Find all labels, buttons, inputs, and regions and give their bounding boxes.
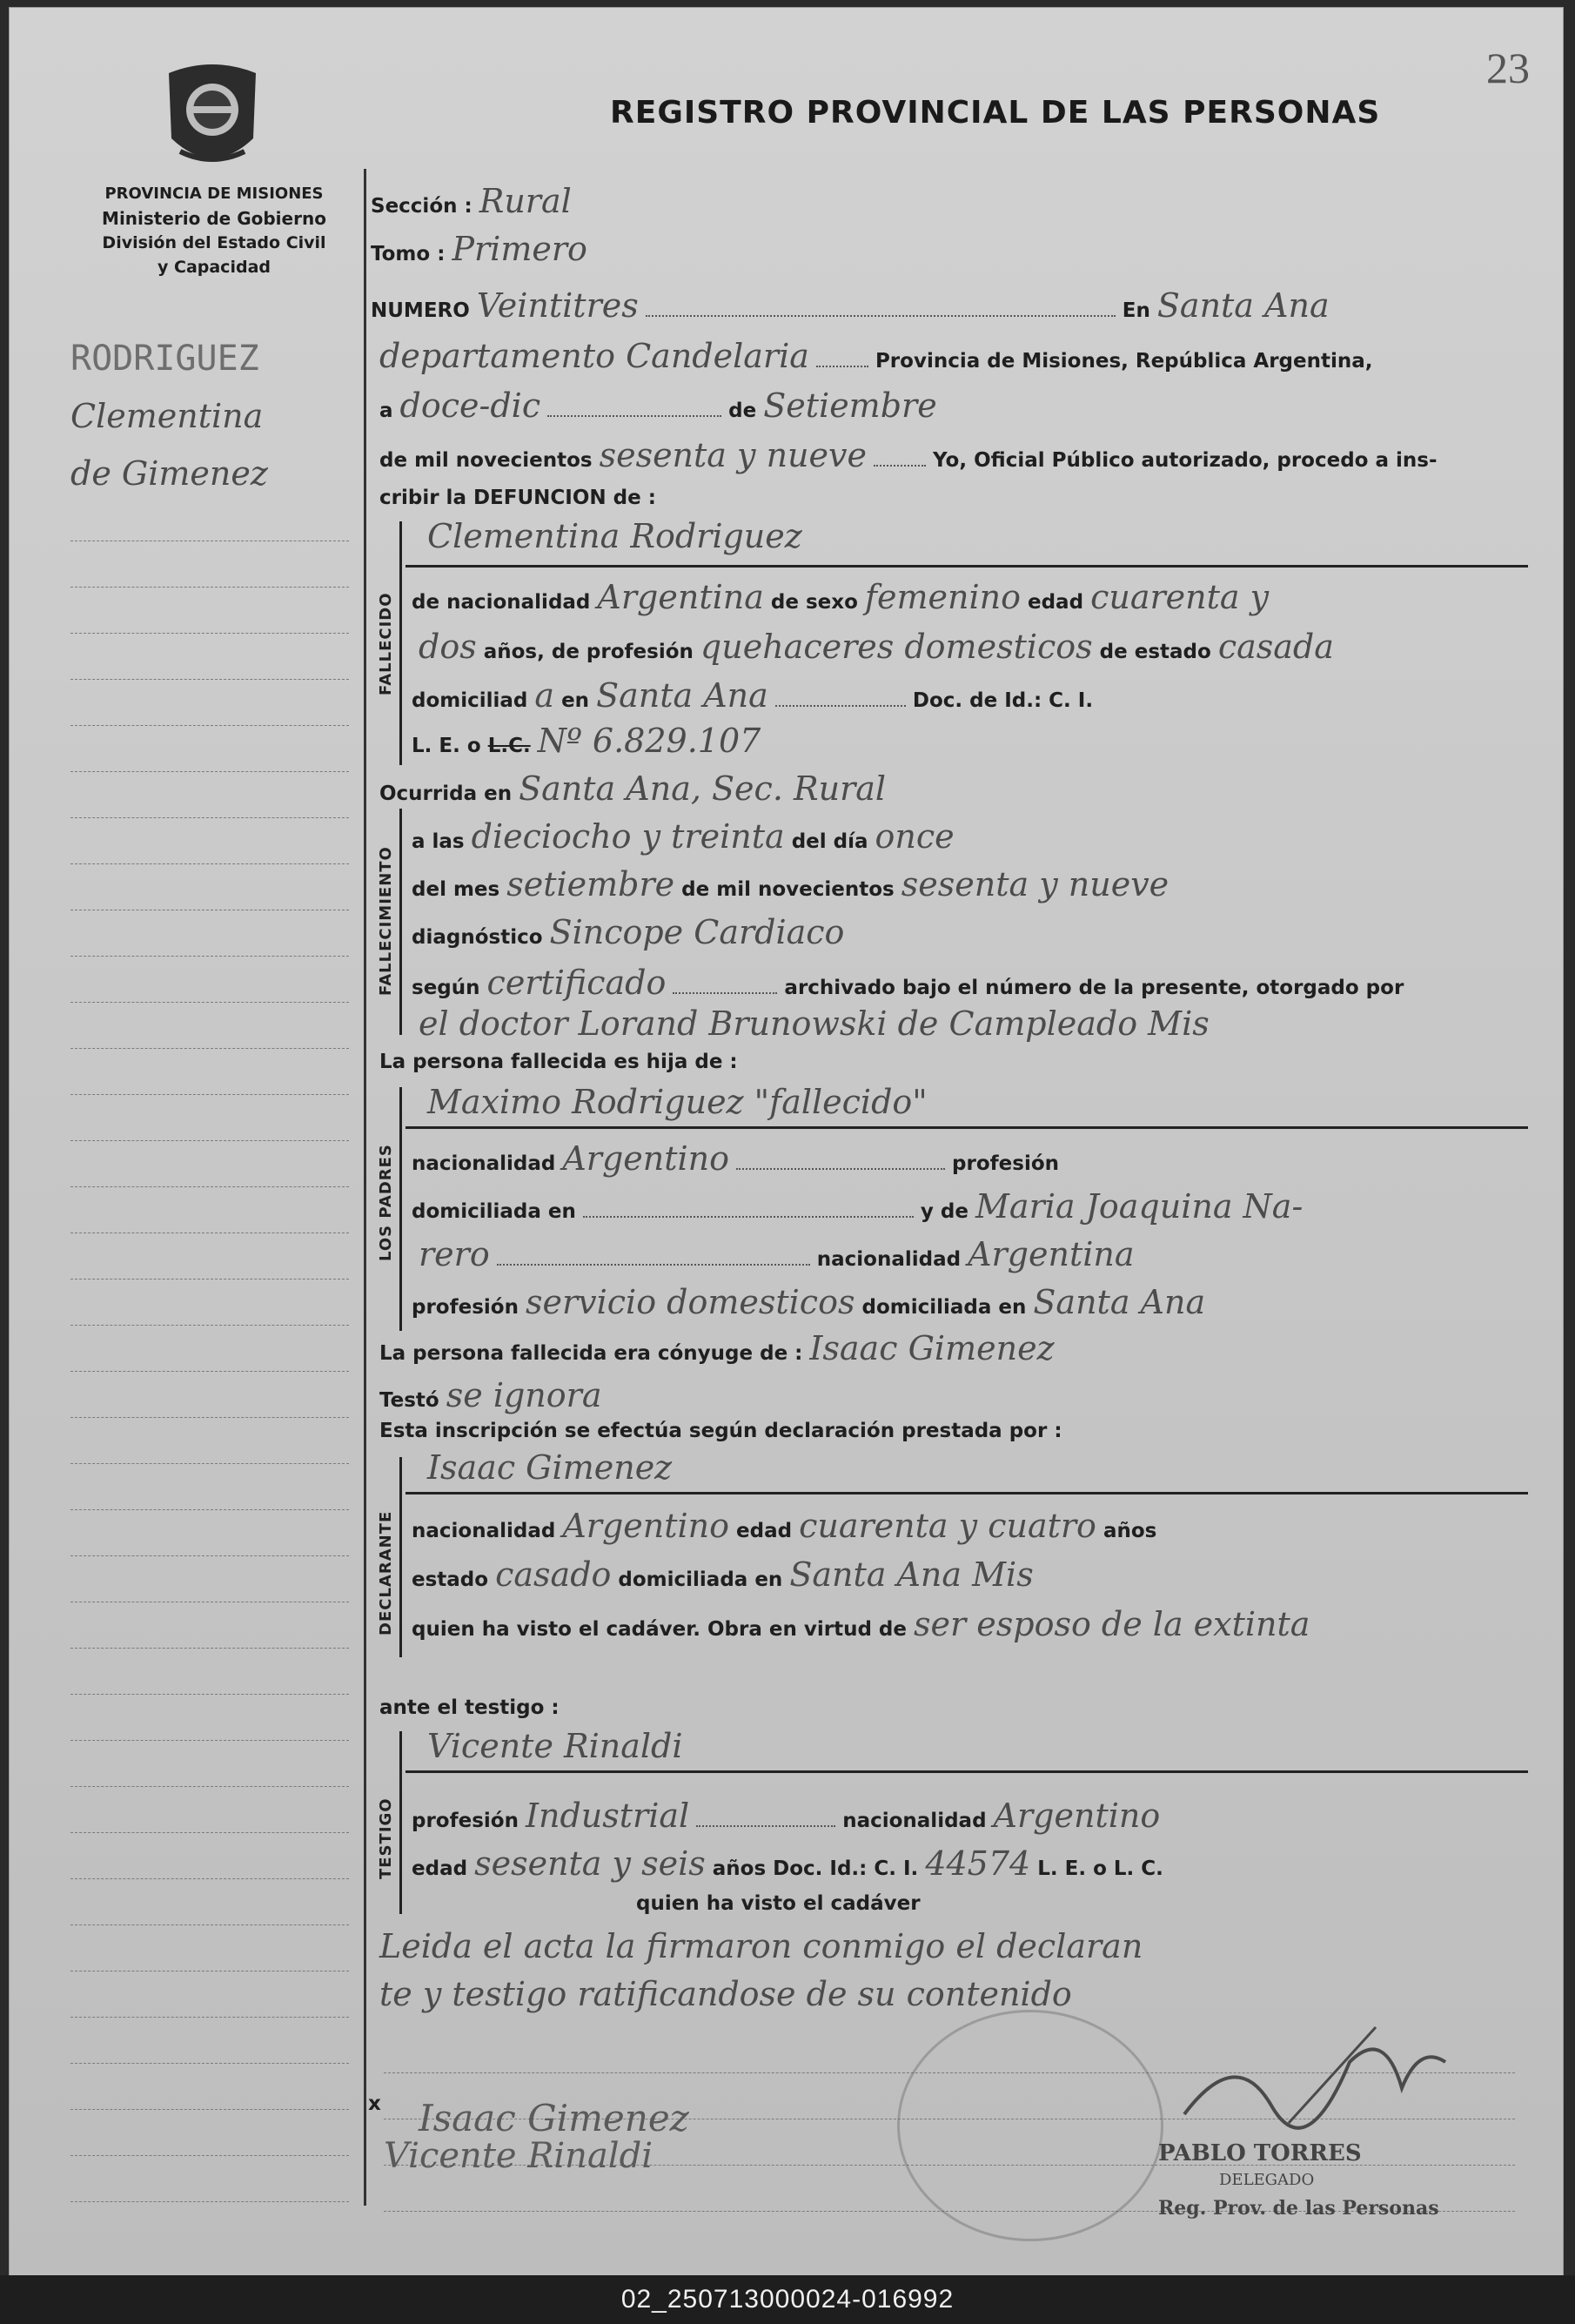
numero-label: NUMERO xyxy=(371,299,470,322)
inscribir-row xyxy=(379,487,656,509)
le-label: L. E. o xyxy=(412,735,481,757)
tomo-row xyxy=(371,230,587,268)
decl-edad-label: edad xyxy=(736,1520,793,1542)
anos-doc-label: años Doc. Id.: C. I. xyxy=(712,1857,919,1880)
document-title: REGISTRO PROVINCIAL DE LAS PERSONAS xyxy=(610,95,1381,131)
estado-value: casada xyxy=(1217,628,1334,666)
testo-value: se ignora xyxy=(446,1376,602,1414)
declarante-line xyxy=(405,1492,1528,1494)
cierre2-value: te y testigo ratificandose de su contenido xyxy=(379,1975,1072,2013)
ocurrida-value: Santa Ana, Sec. Rural xyxy=(519,769,887,808)
yo-label: Yo, Oficial Público autorizado, procedo a ins- xyxy=(933,449,1438,472)
hora-row xyxy=(412,817,955,856)
madre-value: Maria Joaquina Na- xyxy=(975,1187,1304,1226)
segun-value: certificado xyxy=(486,964,667,1002)
madre2-value: rero xyxy=(419,1235,490,1273)
en2-label: en xyxy=(561,689,590,712)
numero-value: Veintitres xyxy=(476,286,639,325)
padre-nac-label: nacionalidad xyxy=(412,1152,556,1175)
lc-label: L.C. xyxy=(487,735,531,757)
departamento-row xyxy=(379,337,1373,375)
fallecido-bracket xyxy=(399,521,402,765)
hija-row xyxy=(379,1051,738,1073)
obra-value: ser esposo de la extinta xyxy=(914,1605,1310,1643)
test-nac-label: nacionalidad xyxy=(842,1810,987,1832)
fallecido-name-value: Clementina Rodriguez xyxy=(427,517,802,555)
testigo-side-label: TESTIGO xyxy=(377,1797,395,1879)
dia-value: doce-dic xyxy=(399,386,541,425)
margin-name-block xyxy=(70,330,366,502)
stamp-role: DELEGADO xyxy=(1219,2171,1315,2189)
decl-estado-value: casado xyxy=(495,1555,612,1594)
del-mes-label: del mes xyxy=(412,878,500,901)
decl-nac-row xyxy=(412,1507,1156,1545)
conyuge-label: La persona fallecida era cónyuge de : xyxy=(379,1342,803,1365)
division-name: División del Estado Civil xyxy=(102,233,326,252)
margin-given-name: Clementina xyxy=(70,397,264,435)
profesion-value: quehaceres domesticos xyxy=(700,628,1093,666)
seccion-value: Rural xyxy=(479,182,572,220)
inscripcion-row xyxy=(379,1420,1062,1442)
ante-label: ante el testigo : xyxy=(379,1696,560,1719)
edad-label: edad xyxy=(1027,591,1084,614)
fallecimiento-side-label: FALLECIMIENTO xyxy=(377,846,395,996)
padre-dom-label: domiciliada en xyxy=(412,1200,576,1223)
domiciliad-label: domiciliad xyxy=(412,689,528,712)
padre-nac-value: Argentino xyxy=(562,1139,730,1178)
y-de-label: y de xyxy=(920,1200,968,1223)
padre-prof-label: profesión xyxy=(952,1152,1060,1175)
conyuge-row xyxy=(379,1329,1055,1367)
cierre1-value: Leida el acta la firmaron conmigo el declaran xyxy=(379,1927,1143,1965)
madre-nac-label: nacionalidad xyxy=(816,1248,962,1271)
sexo-value: femenino xyxy=(864,578,1021,616)
page-number: 23 xyxy=(1486,44,1530,92)
anio2-value: sesenta y nueve xyxy=(901,865,1170,903)
madre-prof-row xyxy=(412,1283,1205,1321)
ocurrida-label: Ocurrida en xyxy=(379,783,513,805)
le-lc-label: L. E. o L. C. xyxy=(1037,1857,1163,1880)
numero-row xyxy=(371,286,1537,325)
margin-married-name: de Gimenez xyxy=(70,454,268,493)
conyuge-value: Isaac Gimenez xyxy=(809,1329,1055,1367)
fecha-row xyxy=(379,386,937,425)
decl-nac-value: Argentino xyxy=(562,1507,730,1545)
estado-label: de estado xyxy=(1099,641,1211,663)
padres-side-label: LOS PADRES xyxy=(377,1144,395,1261)
test-nac-value: Argentino xyxy=(993,1797,1161,1835)
doc-label: Doc. de Id.: C. I. xyxy=(912,689,1094,712)
quien-label: quien ha visto el cadáver. Obra en virtud de xyxy=(412,1618,907,1641)
hija-label: La persona fallecida es hija de : xyxy=(379,1051,738,1073)
tomo-value: Primero xyxy=(452,230,587,268)
decl-dom-label: domiciliada en xyxy=(618,1568,783,1591)
tomo-label: Tomo : xyxy=(371,243,446,265)
stamp-office: Reg. Prov. de las Personas xyxy=(1158,2197,1439,2220)
fallecido-name-row xyxy=(427,517,802,555)
fallecimiento-bracket xyxy=(399,809,402,1035)
margin-surname: RODRIGUEZ xyxy=(70,339,259,379)
declarante-row xyxy=(427,1448,672,1487)
domicilio-row xyxy=(412,676,1093,715)
issuer-header xyxy=(62,182,366,279)
padres-bracket xyxy=(399,1087,402,1331)
madre-dom-label: domiciliada en xyxy=(861,1296,1027,1319)
cierre-row-2 xyxy=(379,1975,1072,2013)
ocurrida-row xyxy=(379,769,886,808)
otorgado-row xyxy=(419,1004,1210,1043)
diagnostico-value: Sincope Cardiaco xyxy=(549,913,845,951)
nacionalidad-label: de nacionalidad xyxy=(412,591,591,614)
otorgado-value: el doctor Lorand Brunowski de Campleado Mis xyxy=(419,1004,1210,1043)
domicilio-suffix: a xyxy=(534,676,555,715)
provincia-label: Provincia de Misiones, República Argentina, xyxy=(875,350,1373,373)
edad2-value: dos xyxy=(419,628,477,666)
cierre-row-1 xyxy=(379,1927,1143,1965)
diagnostico-label: diagnóstico xyxy=(412,926,543,949)
image-id-footer: 02_250713000024-016992 xyxy=(0,2275,1575,2324)
test-ci-value: 44574 xyxy=(925,1844,1031,1883)
diagnostico-row xyxy=(412,913,844,951)
stamp-name: PABLO TORRES xyxy=(1158,2140,1362,2166)
archivado-label: archivado bajo el número de la presente, otorgado por xyxy=(784,977,1404,999)
margin-divider xyxy=(364,169,366,2206)
ministry-name: Ministerio de Gobierno xyxy=(102,208,326,229)
testo-row xyxy=(379,1376,601,1414)
declarante-value: Isaac Gimenez xyxy=(427,1448,673,1487)
padre-nac-row xyxy=(412,1139,1059,1178)
de-mil-label: de mil novecientos xyxy=(379,449,593,472)
test-prof-value: Industrial xyxy=(525,1797,690,1835)
testigo-value: Vicente Rinaldi xyxy=(427,1727,683,1765)
testigo-signature: Vicente Rinaldi xyxy=(384,2136,653,2176)
mes-value: Setiembre xyxy=(763,386,937,425)
fallecido-side-label: FALLECIDO xyxy=(377,592,395,695)
dia2-value: once xyxy=(875,817,955,856)
inscripcion-label: Esta inscripción se efectúa según declaración prestada por : xyxy=(379,1420,1062,1442)
decl-edad-value: cuarenta y cuatro xyxy=(799,1507,1096,1545)
quien2-row xyxy=(636,1892,921,1915)
madre-nac-value: Argentina xyxy=(968,1235,1135,1273)
le-row xyxy=(412,722,761,760)
profesion-row xyxy=(419,628,1334,666)
testigo-line xyxy=(405,1770,1528,1773)
testigo-row xyxy=(427,1727,683,1765)
mes-row xyxy=(412,865,1169,903)
nacionalidad-row xyxy=(412,578,1269,616)
sexo-label: de sexo xyxy=(770,591,858,614)
de-label: de xyxy=(728,400,757,422)
domicilio-value: Santa Ana xyxy=(596,676,768,715)
madre-nac-row xyxy=(419,1235,1135,1273)
madre-prof-label: profesión xyxy=(412,1296,519,1319)
nacionalidad-value: Argentina xyxy=(597,578,764,616)
padre-value: Maximo Rodriguez "fallecido" xyxy=(427,1083,928,1121)
quien2-label: quien ha visto el cadáver xyxy=(636,1892,921,1915)
ante-row xyxy=(379,1696,560,1719)
anio-value: sesenta y nueve xyxy=(599,436,867,474)
mes2-value: setiembre xyxy=(506,865,675,903)
hora-value: dieciocho y treinta xyxy=(471,817,785,856)
decl-estado-label: estado xyxy=(412,1568,489,1591)
official-seal-icon xyxy=(897,2010,1163,2241)
testo-label: Testó xyxy=(379,1389,439,1412)
test-edad-row xyxy=(412,1844,1163,1883)
margin-ruled-lines xyxy=(70,495,349,2201)
provincial-emblem-icon xyxy=(156,56,269,178)
madre-dom-value: Santa Ana xyxy=(1033,1283,1206,1321)
anos-label: años xyxy=(1102,1520,1157,1542)
declarante-signature: Isaac Gimenez xyxy=(419,2097,689,2139)
madre-row xyxy=(412,1187,1303,1226)
madre-prof-value: servicio domesticos xyxy=(525,1283,855,1321)
departamento-value: departamento Candelaria xyxy=(379,337,809,375)
seccion-label: Sección : xyxy=(371,195,473,218)
anos-profesion-label: años, de profesión xyxy=(483,641,694,663)
test-prof-label: profesión xyxy=(412,1810,519,1832)
declarante-bracket xyxy=(399,1457,402,1657)
province-name: PROVINCIA DE MISIONES xyxy=(104,185,324,203)
anio-row xyxy=(379,436,1438,474)
edad-value: cuarenta y xyxy=(1090,578,1270,616)
capacity-label: y Capacidad xyxy=(158,258,271,277)
fallecido-name-line xyxy=(405,565,1528,568)
x-mark-row xyxy=(368,2092,381,2115)
en-value: Santa Ana xyxy=(1156,286,1330,325)
test-edad-label: edad xyxy=(412,1857,468,1880)
x-mark: x xyxy=(368,2092,381,2115)
testigo-bracket xyxy=(399,1731,402,1914)
a-las-label: a las xyxy=(412,830,465,853)
padre-row xyxy=(427,1083,928,1121)
segun-row xyxy=(412,964,1404,1002)
decl-nac-label: nacionalidad xyxy=(412,1520,556,1542)
padre-line xyxy=(405,1126,1528,1129)
official-signature-icon xyxy=(1167,2010,1454,2140)
obra-row xyxy=(412,1605,1310,1643)
decl-dom-value: Santa Ana Mis xyxy=(789,1555,1034,1594)
en-label: En xyxy=(1122,299,1150,322)
inscribir-label: cribir la DEFUNCION de : xyxy=(379,487,656,509)
register-page xyxy=(9,7,1564,2276)
test-prof-row xyxy=(412,1797,1160,1835)
doc-number: Nº 6.829.107 xyxy=(537,722,761,760)
del-dia-label: del día xyxy=(791,830,868,853)
a-label: a xyxy=(379,400,393,422)
decl-estado-row xyxy=(412,1555,1034,1594)
declarante-side-label: DECLARANTE xyxy=(377,1510,395,1636)
de-mil2-label: de mil novecientos xyxy=(681,878,895,901)
segun-label: según xyxy=(412,977,480,999)
test-edad-value: sesenta y seis xyxy=(474,1844,706,1883)
seccion-row xyxy=(371,182,572,220)
